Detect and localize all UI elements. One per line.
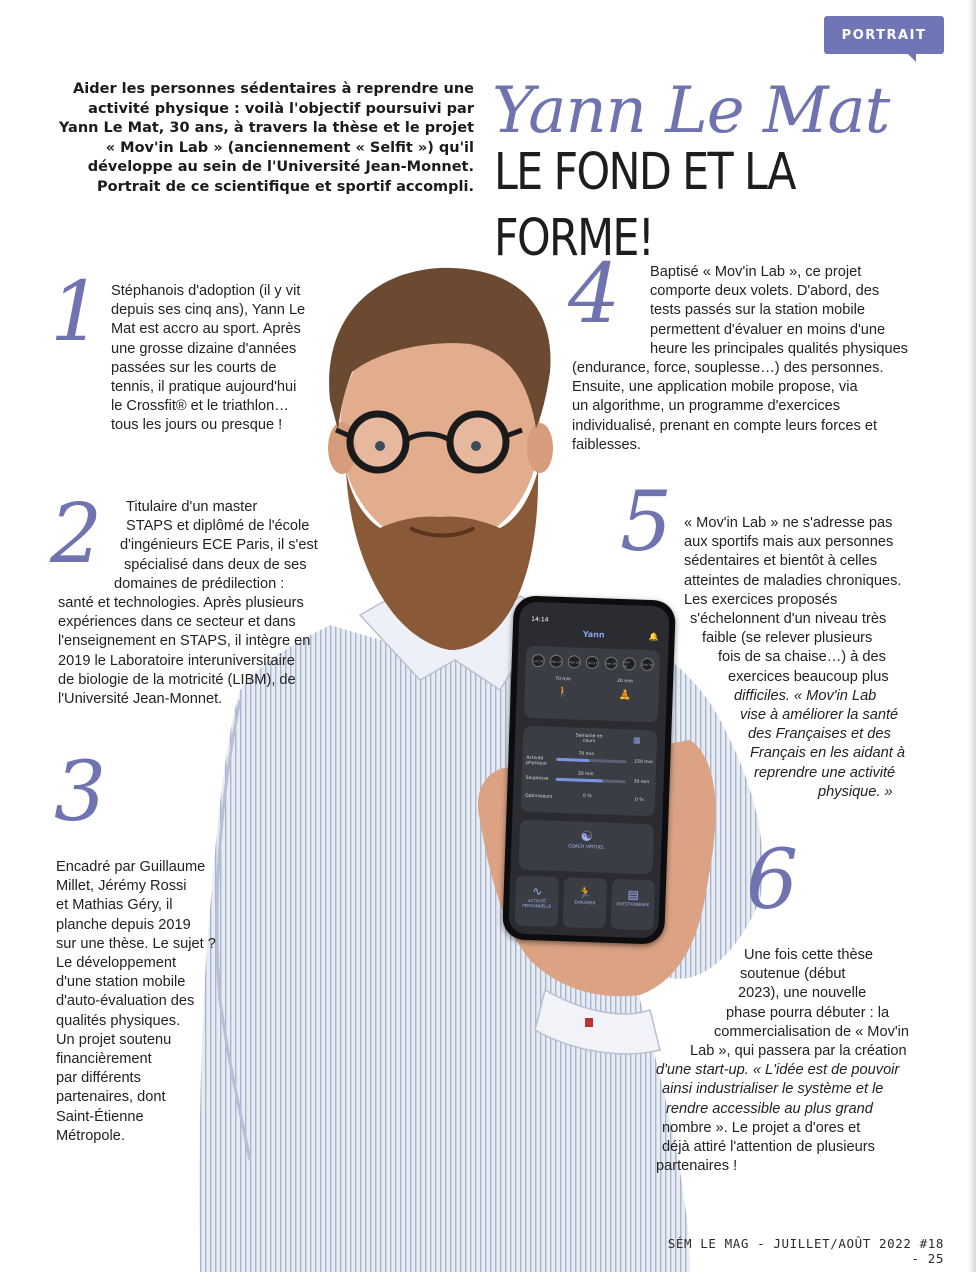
text-line: phase pourra débuter : la [726, 1004, 890, 1021]
day-chip[interactable]: Ven 28 [604, 656, 617, 669]
stretch-icon: 🧘 [618, 688, 632, 701]
text-line: expériences dans ce secteur et dans [58, 614, 296, 631]
row-value: 20 min [577, 771, 594, 778]
section-2-text [58, 498, 318, 709]
text-line: faiblesses. [572, 436, 641, 453]
day-chip[interactable]: Jeu 27 [586, 656, 599, 669]
bell-icon[interactable]: 🔔 [648, 632, 659, 642]
text-line: comporte deux volets. D'abord, des [650, 283, 880, 300]
text-line: exercices beaucoup plus [728, 668, 889, 685]
intro-line: activité physique : voilà l'objectif poursuivi par [88, 100, 474, 117]
text-line: heure les principales qualités physiques [650, 340, 908, 357]
text-line: Titulaire d'un master [126, 499, 258, 515]
text-line: planche depuis 2019 [56, 916, 191, 933]
text-line: l'enseignement en STAPS, il intègre en [58, 633, 311, 650]
text-line: vise à améliorer la santé [740, 707, 899, 724]
text-line: Ensuite, une application mobile propose, via [572, 379, 858, 396]
day-chip[interactable]: Dim 30 [640, 658, 653, 671]
text-line: des Françaises et des [748, 726, 891, 743]
tab-label: EXPLORER [574, 899, 596, 906]
section-number-2: 2 [50, 487, 103, 582]
text-line: s'échelonnent d'un niveau très [690, 611, 887, 628]
text-line: Stéphanois d'adoption (il y vit [111, 283, 301, 299]
tab-activity[interactable] [515, 876, 560, 927]
section-1-text [111, 282, 305, 436]
day-chip[interactable]: Sam 29 [622, 657, 635, 670]
text-line: physique. » [818, 783, 893, 800]
row-label: Optimiseurs [524, 793, 553, 800]
text-line: depuis ses cinq ans), Yann Le [111, 302, 306, 319]
coach-card[interactable] [518, 820, 654, 875]
text-line: Métropole. [56, 1127, 125, 1144]
text-line: Les exercices proposés [684, 591, 838, 608]
text-line: commercialisation de « Mov'in [714, 1023, 910, 1040]
text-line: financièrement [56, 1051, 152, 1068]
text-line: « Mov'in Lab » ne s'adresse pas [684, 515, 893, 531]
title-subtitle: LE FOND ET LA FORME! [494, 143, 795, 268]
section-number-1: 1 [50, 265, 103, 360]
text-line: aux sportifs mais aux personnes [684, 534, 894, 551]
week-label: Semaine en cours [575, 733, 603, 745]
intro-line: Portrait de ce scientifique et sportif accompli. [97, 178, 474, 195]
text-line: déjà attiré l'attention de plusieurs [662, 1139, 875, 1156]
coach-icon: ☯ [580, 827, 594, 845]
badge-tail [906, 52, 916, 62]
walk-icon: 🚶 [556, 686, 570, 699]
text-line: le Crossfit® et le triathlon… [111, 398, 289, 415]
text-line: l'Université Jean-Monnet. [58, 691, 223, 708]
coach-label: COACH VIRTUEL [568, 844, 605, 851]
text-line: Baptisé « Mov'in Lab », ce projet [650, 264, 862, 280]
row-value: 70 min [578, 751, 595, 758]
text-line: qualités physiques. [56, 1012, 181, 1029]
text-line: fois de sa chaise…) à des [718, 649, 886, 666]
text-line: nombre ». Le projet a d'ores et [662, 1119, 861, 1136]
day-chip[interactable]: Lun 24 [532, 654, 545, 667]
section-number-4: 4 [568, 247, 621, 342]
intro-line: Yann Le Mat, 30 ans, à travers la thèse et le projet [58, 120, 474, 137]
section-5-text [684, 514, 905, 802]
section-number-3: 3 [54, 745, 107, 840]
text-line: Lab », qui passera par la création [690, 1043, 907, 1060]
intro-line: développe au sein de l'Université Jean-Monnet. [87, 159, 474, 176]
text-line: partenaires, dont [56, 1089, 166, 1106]
day-chip[interactable]: Mer 26 [568, 655, 581, 668]
row-fill [556, 758, 589, 762]
text-line: domaines de prédilection : [114, 575, 285, 592]
text-line: permettent d'évaluer en moins d'une [650, 321, 886, 338]
row-label: Souplesse [525, 775, 549, 782]
section-4-text [572, 263, 908, 455]
section-badge: PORTRAIT [824, 16, 944, 54]
row-target: 0 % [634, 797, 644, 803]
section-number-5: 5 [620, 475, 673, 570]
title-name: Yann Le Mat [492, 74, 890, 148]
text-line: tests passés sur la station mobile [650, 302, 865, 319]
text-line: sur une thèse. Le sujet ? [56, 935, 216, 952]
app-screen [508, 601, 669, 938]
text-line: Une fois cette thèse [744, 947, 873, 963]
text-line: difficiles. « Mov'in Lab [734, 687, 877, 704]
text-line: faible (se relever plusieurs [702, 630, 873, 647]
text-line: Français en les aidant à [750, 745, 905, 762]
runner-icon: 🏃 [577, 885, 593, 901]
text-line: 2019 le Laboratoire interuniversitaire [58, 652, 295, 669]
text-line: reprendre une activité [754, 764, 896, 781]
app-user-name: Yann [582, 629, 605, 640]
weekly-progress-card [521, 726, 658, 817]
intro-line: « Mov'in Lab » (anciennement « Selfit ») qu'il [105, 139, 474, 156]
text-line: Mat est accro au sport. Après [111, 321, 301, 338]
text-line: partenaires ! [656, 1158, 738, 1175]
text-line: de biologie de la motricité (LIBM), de [58, 671, 296, 688]
text-line: tennis, il pratique aujourd'hui [111, 379, 297, 396]
text-line: rendre accessible au plus grand [666, 1100, 873, 1117]
section-6-text [656, 946, 909, 1176]
text-line: tous les jours ou presque ! [111, 417, 283, 434]
text-line: d'ingénieurs ECE Paris, il s'est [120, 537, 318, 554]
intro-paragraph [52, 80, 474, 198]
row-fill [556, 778, 603, 783]
text-line: passées sur les courts de [111, 359, 277, 376]
tab-label: QUESTIONNAIRE [616, 901, 650, 908]
text-line: par différents [56, 1070, 141, 1087]
text-line: Le développement [56, 955, 177, 972]
day-selector [526, 646, 661, 672]
text-line: Un projet soutenu [56, 1031, 172, 1048]
text-line: sédentaires et bientôt à celles [684, 553, 878, 570]
row-value: 0 % [582, 793, 592, 800]
text-line: ainsi industrialiser le système et le [662, 1081, 884, 1098]
stat-activity: 70 min [555, 676, 571, 683]
row-label: Activité physique [526, 755, 547, 767]
day-chip[interactable]: Mar 25 [550, 655, 563, 668]
text-line: d'une start-up. « L'idée est de pouvoir [656, 1062, 900, 1079]
text-line: soutenue (début [740, 966, 846, 983]
week-card [524, 646, 660, 723]
section-number-6: 6 [746, 833, 799, 928]
text-line: Encadré par Guillaume [56, 859, 206, 875]
text-line: une grosse dizaine d'années [111, 340, 297, 357]
pulse-icon: ∿ [531, 884, 543, 899]
smartphone [502, 595, 676, 944]
text-line: d'une station mobile [56, 974, 186, 991]
intro-line: Aider les personnes sédentaires à reprendre une [73, 81, 474, 97]
text-line: Saint-Étienne [56, 1108, 144, 1125]
section-3-text [56, 858, 216, 1146]
tab-questionnaire[interactable] [610, 879, 655, 930]
status-time: 14:14 [531, 615, 549, 624]
tab-label: ACTIVITÉ PERSONNELLE [522, 897, 552, 909]
document-icon: ▤ [627, 887, 640, 902]
text-line: 2023), une nouvelle [738, 985, 867, 1002]
stat-flexibility: 20 min [617, 678, 633, 685]
row-target: 150 min [634, 759, 653, 766]
text-line: (endurance, force, souplesse…) des personnes. [572, 360, 884, 377]
row-target: 30 min [633, 779, 650, 786]
page-footer: SÉM LE MAG - JUILLET/AOÛT 2022 #18 - 25 [667, 1236, 944, 1266]
tab-explore[interactable] [562, 877, 607, 928]
text-line: atteintes de maladies chroniques. [684, 572, 902, 589]
chart-icon: ▦ [632, 735, 641, 745]
text-line: individualisé, prenant en compte leurs forces et [572, 417, 878, 434]
text-line: STAPS et diplômé de l'école [126, 518, 310, 535]
text-line: santé et technologies. Après plusieurs [58, 595, 304, 612]
text-line: et Mathias Géry, il [56, 897, 173, 914]
text-line: Millet, Jérémy Rossi [56, 878, 187, 895]
text-line: d'auto-évaluation des [56, 993, 195, 1010]
text-line: un algorithme, un programme d'exercices [572, 398, 841, 415]
text-line: spécialisé dans deux de ses [124, 556, 307, 573]
